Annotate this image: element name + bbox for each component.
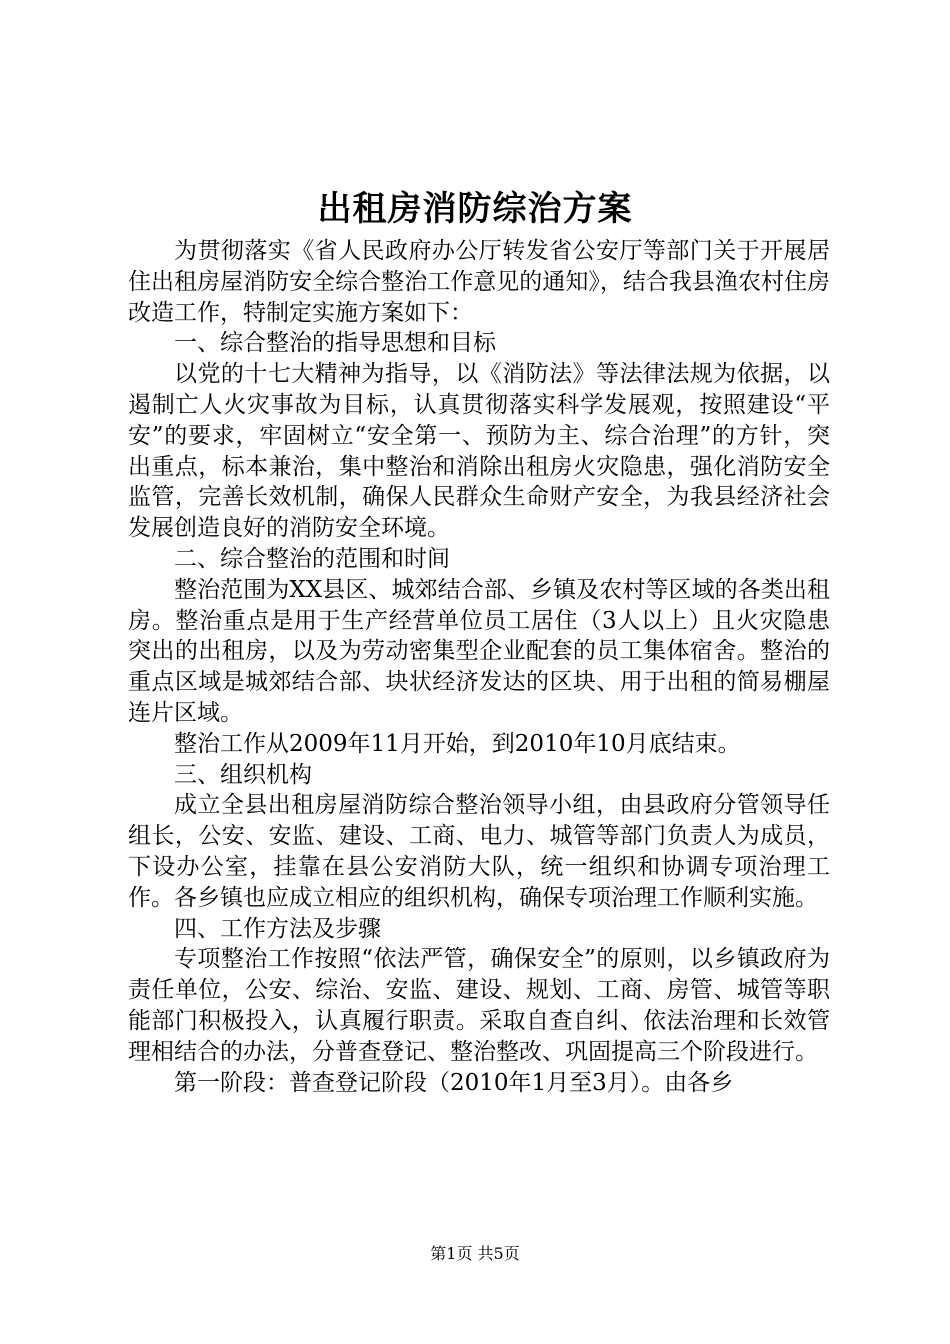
paragraph-phase-one: 第一阶段：普查登记阶段（2010年1月至3月）。由各乡 (174, 1069, 734, 1096)
heading-guiding-thought: 一、综合整治的指导思想和目标 (174, 330, 496, 357)
page-footer: 第1页 共5页 (430, 1244, 520, 1263)
paragraph-intro: 为贯彻落实《省人民政府办公厅转发省公安厅等部门关于开展居住出租房屋消防安全综合整治工作意见的通知》，结合我县渔农村住房改造工作，特制定实施方案如下： (128, 238, 830, 326)
heading-scope-time: 二、综合整治的范围和时间 (174, 545, 450, 572)
document-title: 出租房消防综治方案 (317, 189, 633, 229)
paragraph-time: 整治工作从2009年11月开始，到2010年10月底结束。 (174, 730, 741, 757)
paragraph-methods: 专项整治工作按照“依法严管，确保安全”的原则，以乡镇政府为责任单位，公安、综治、安监、建设、规划、工商、房管、城管等职能部门积极投入，认真履行职责。采取自查自纠、依法治理和长效管理相结合的办法，分普查登记、整治整改、巩固提高三个阶段进行。 (128, 946, 830, 1065)
paragraph-organization: 成立全县出租房屋消防综合整治领导小组，由县政府分管领导任组长，公安、安监、建设、工商、电力、城管等部门负责人为成员，下设办公室，挂靠在县公安消防大队，统一组织和协调专项治理工作。各乡镇也应成立相应的组织机构，确保专项治理工作顺利实施。 (128, 792, 830, 911)
heading-methods-steps: 四、工作方法及步骤 (174, 915, 381, 942)
paragraph-scope: 整治范围为XX县区、城郊结合部、乡镇及农村等区域的各类出租房。整治重点是用于生产经营单位员工居住（3人以上）且火灾隐患突出的出租房，以及为劳动密集型企业配套的员工集体宿舍。整治的重点区域是城郊结合部、块状经济发达的区块、用于出租的简易棚屋连片区域。 (128, 576, 830, 726)
document-body (128, 236, 830, 1098)
paragraph-guiding-thought: 以党的十七大精神为指导，以《消防法》等法律法规为依据，以遏制亡人火灾事故为目标，认真贯彻落实科学发展观，按照建设“平安”的要求，牢固树立“安全第一、预防为主、综合治理”的方针，突出重点，标本兼治，集中整治和消除出租房火灾隐患，强化消防安全监管，完善长效机制，确保人民群众生命财产安全，为我县经济社会发展创造良好的消防安全环境。 (128, 361, 830, 542)
heading-organization: 三、组织机构 (174, 761, 312, 788)
